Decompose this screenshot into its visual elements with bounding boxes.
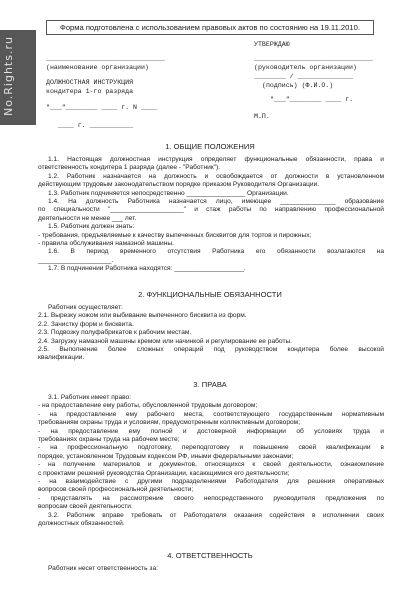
section-line: 1.2. Работник назначается на должность и освобождается от должности в установленном [48,172,384,180]
signature-line: ________ / ______________ [254,73,353,80]
section-line: с проектами решений руководства Организации, касающимися его деятельности; [38,469,290,477]
top-note: Форма подготовлена с использованием правовых актов по состоянию на 19.11.2010. [46,20,374,35]
section-line: - на предоставление ему полной и достоверной информации об условиях труда и [38,427,384,435]
section-line: действующим трудовым законодательством порядке приказом Руководителя Организации. [38,181,320,189]
section-line: требованиям охраны труда и условиям, предусмотренным коллективным договором; [38,419,301,427]
org-name-label: (наименование организации) [46,64,149,71]
section-line: 1.3. Работник подчиняется непосредственно ________________ Организации. [48,189,289,197]
doc-subtitle: кондитера 1-го разряда [46,88,134,95]
section-line: Работник несет ответственность за: [48,565,158,572]
watermark-text: No.Rights.ru [2,36,15,116]
section-title: 4. ОТВЕТСТВЕННОСТЬ [167,551,253,560]
section-line: требованиях охраны труда на рабочем месте; [38,436,180,443]
section-line: 1.6. В период временного отсутствия Работника его обязанности возлагаются на [48,248,384,256]
section-line: 2.5. Выполнение более сложных операций под руководством кондитера более высокой [38,346,384,353]
section-line: 1.1. Настоящая должностная инструкция определяет функциональные обязанности, права и [48,156,384,163]
section-line: - представлять на рассмотрение своего непосредственного руководителя предложения по [38,494,384,502]
section-title: 2. ФУНКЦИОНАЛЬНЫЕ ОБЯЗАННОСТИ [138,290,282,299]
approve-label: УТВЕРЖДАЮ [254,41,290,48]
section-line: - на профессиональную подготовку, переподготовку и повышение своей квалификации в [38,444,384,452]
section-line: - требования, предъявляемые к качеству выпеченных бисквитов для тортов и пирожных; [38,231,312,239]
section-line: 1.5. Работник должен знать: [48,223,135,231]
section-line: 2.3. Подвозку полуфабрикатов к рабочим местам. [38,329,192,337]
section-line: 2.1. Вырезку ножом или выбивание выпеченного бисквита из форм. [38,312,247,320]
section-line: ____________________. [38,256,114,264]
section-title: 3. ПРАВА [193,380,227,389]
section-line: должностных обязанностей. [38,520,125,527]
stamp-place: М.П. [254,113,270,120]
section-line: квалификации. [38,354,85,362]
approve-date: "___"________ ____ г. [270,96,354,103]
doc-date-number: "___"________ ____ г. N ____ [46,104,157,111]
watermark [0,30,36,125]
section-line: Работник осуществляет: [48,304,123,311]
approve-role: (руководитель организации) [254,64,357,71]
section-line: порядке, установленном Трудовым кодексом РФ, иными федеральными законами; [38,452,294,460]
section-line: вопросам своей деятельности. [38,503,133,511]
section-line: деятельности не менее ___ лет. [38,214,137,222]
approve-line: ______________________________ [254,55,373,62]
section-line: - на получение материалов и документов, относящихся к своей деятельности, ознакомление [38,461,384,469]
section-line: 2.4. Загрузку намазной машины кремом или начинкой и регулирование ее работы. [38,337,293,345]
section-line: вопросов своей профессиональной деятельности; [38,486,194,494]
section-line: - на предоставление ему рабочего места, соответствующего государственным нормативным [38,410,384,418]
doc-city: ____ г. ___________ [58,122,134,129]
doc-title: ДОЛЖНОСТНАЯ ИНСТРУКЦИЯ [46,79,134,86]
section-line: ответственность кондитера 1 разряда (далее - "Работник"). [38,164,221,172]
section-line: 1.4. На должность Работника назначается лицо, имеющее _______________ образование [48,198,384,205]
org-name-line: ______________________________ [46,55,165,62]
section-line: 3.2. Работник вправе требовать от Работодателя оказания содействия в исполнении своих [48,511,384,519]
section-line: по специальности "____________________" и стаж работы по направлению профессиональной [38,206,384,214]
section-line: - на взаимодействие с другими подразделениями Работодателя для решения оперативных [38,478,384,485]
section-line: 2.2. Зачистку форм и бисквита. [38,320,134,328]
signature-labels: (подпись) (Ф.И.О.) [262,82,334,89]
section-title: 1. ОБЩИЕ ПОЛОЖЕНИЯ [165,142,255,151]
section-line: 1.7. В подчинении Работника находятся: ___________________. [48,265,246,273]
section-line: - правила обслуживания намазной машины. [38,240,174,247]
section-line: - на предоставление ему работы, обусловленной трудовым договором; [38,402,258,410]
section-line: 3.1. Работник имеет право: [48,394,132,401]
